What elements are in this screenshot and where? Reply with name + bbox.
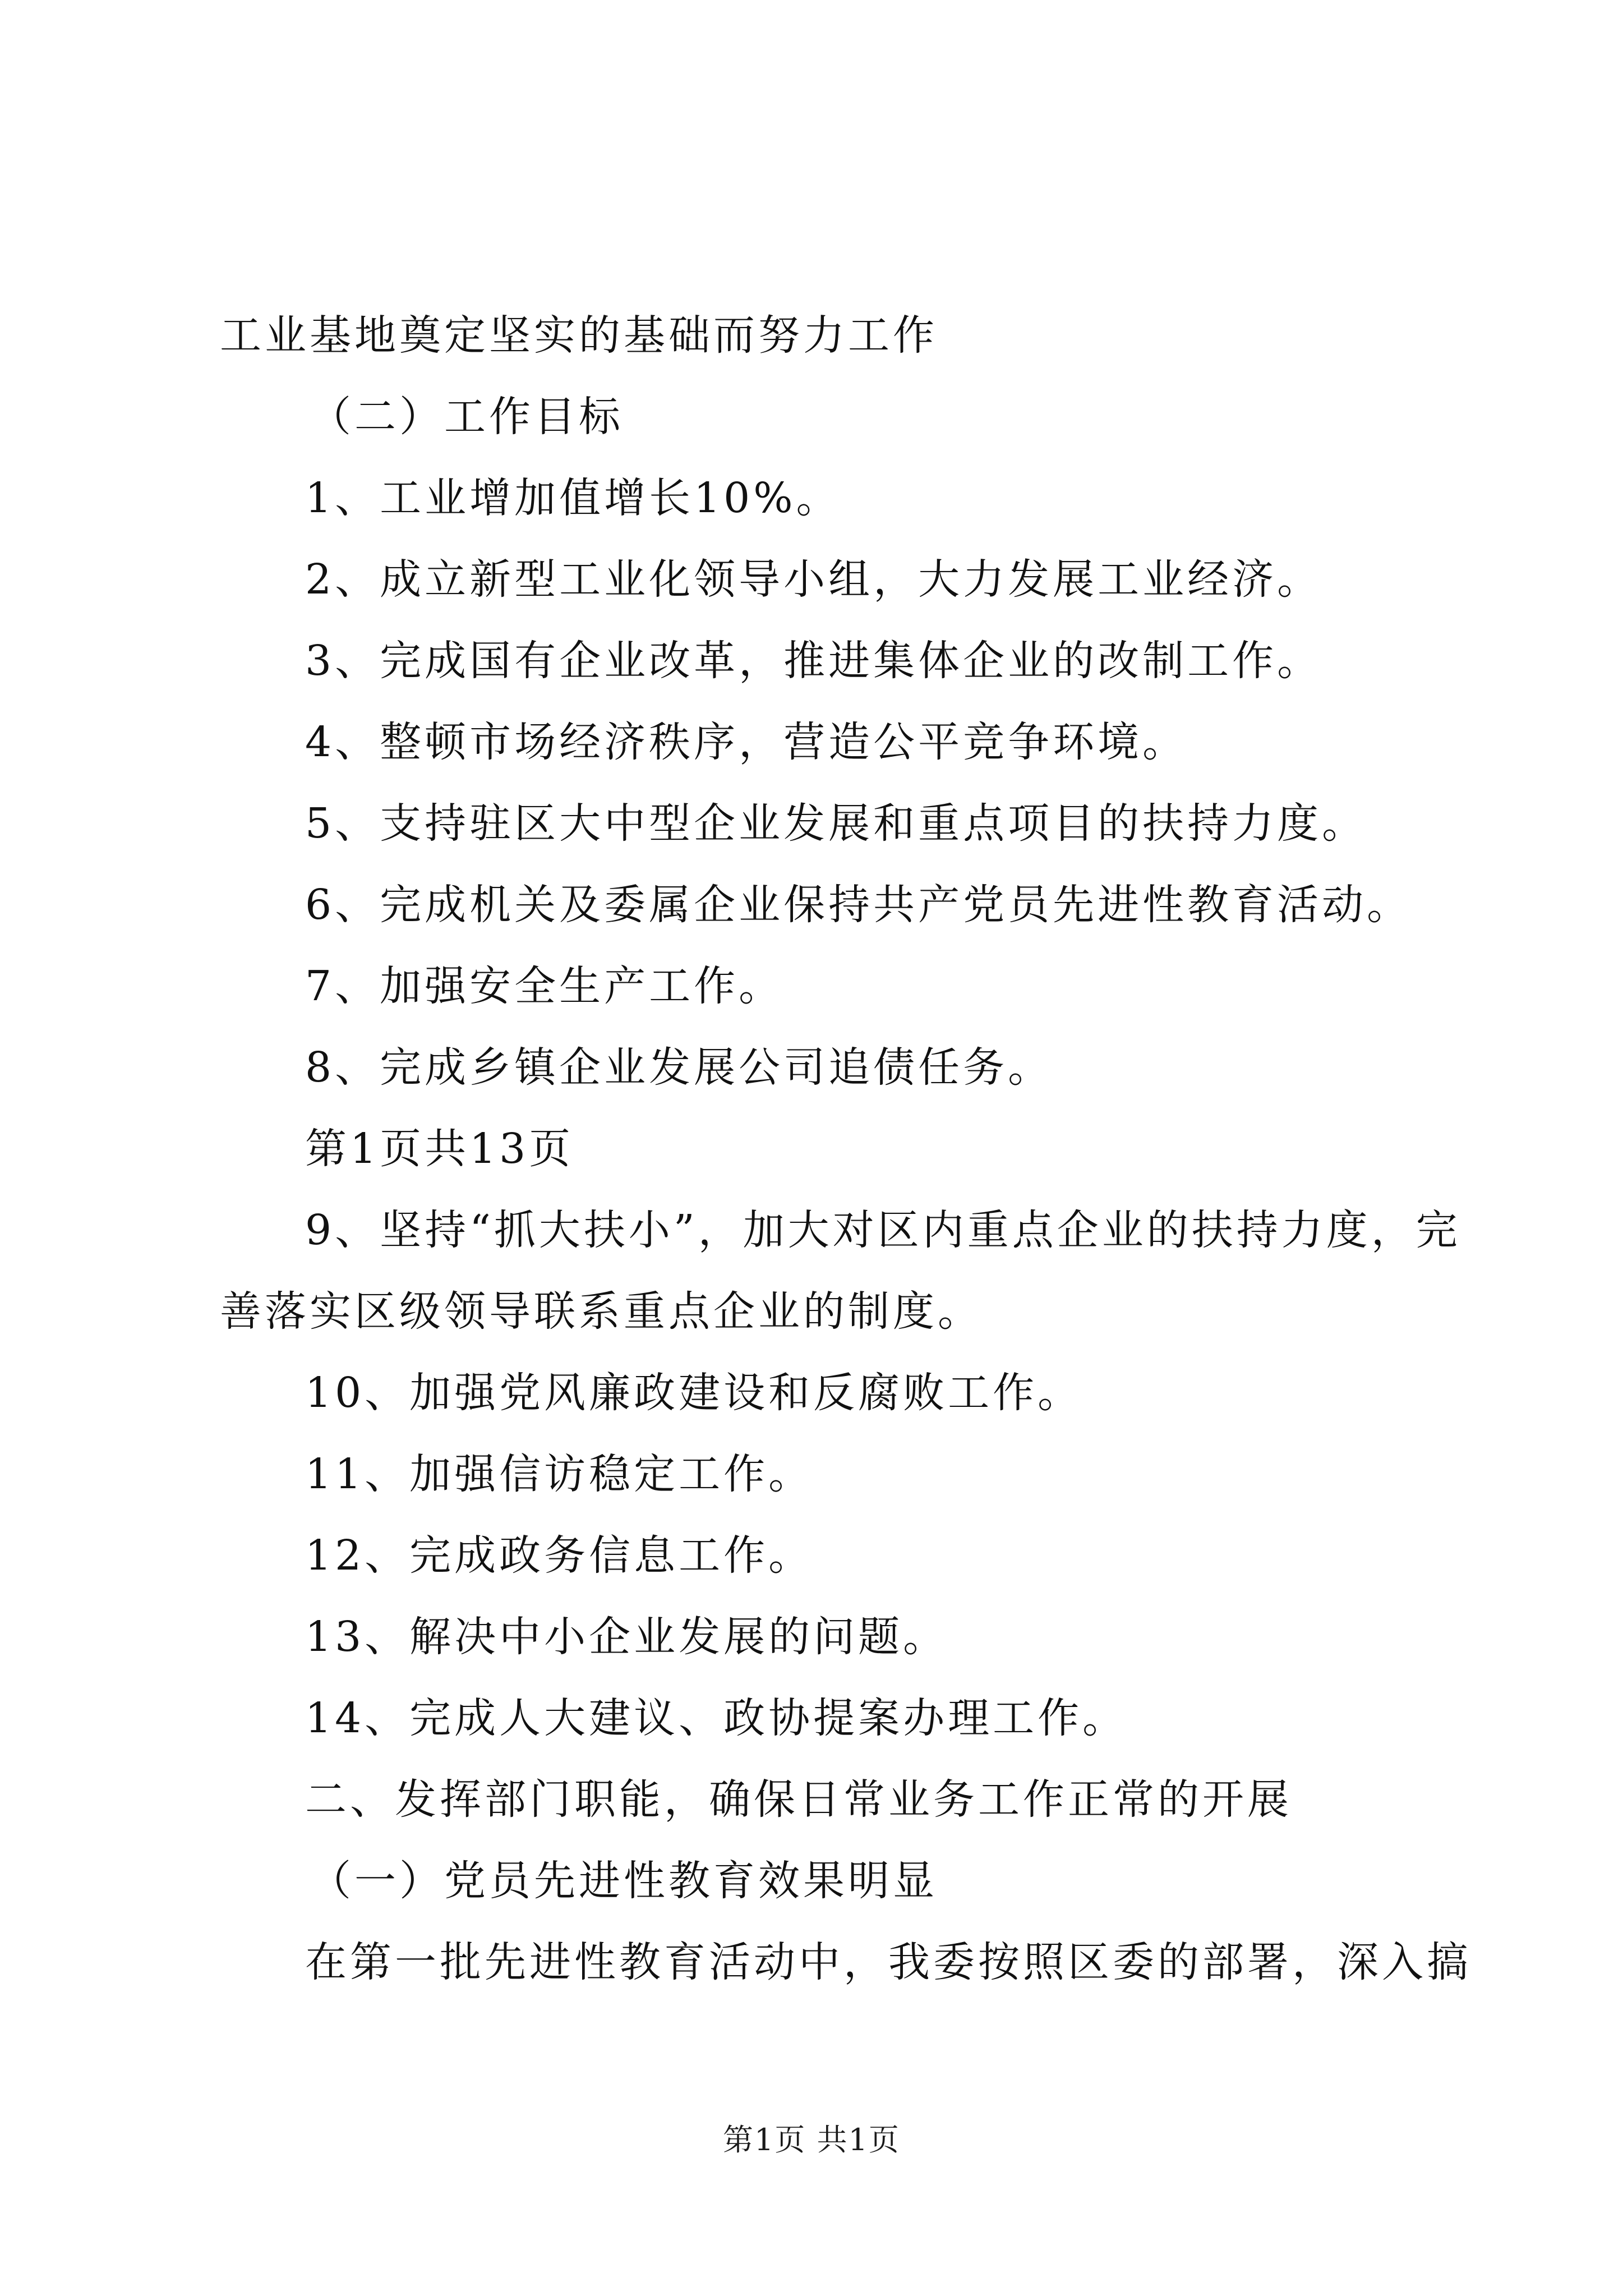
text-line-1: 工业基地奠定坚实的基础而努力工作: [220, 311, 938, 360]
list-item-14: 14、完成人大建议、政协提案办理工作。: [305, 1694, 1128, 1742]
page-footer: 第1页 共1页: [723, 2122, 900, 2157]
list-item-10: 10、加强党风廉政建设和反腐败工作。: [305, 1369, 1083, 1417]
inline-page-marker: 第1页共13页: [305, 1125, 574, 1173]
list-item-9-continuation: 善落实区级领导联系重点企业的制度。: [220, 1287, 983, 1336]
list-item-6: 6、完成机关及委属企业保持共产党员先进性教育活动。: [305, 881, 1412, 929]
list-item-13: 13、解决中小企业发展的问题。: [305, 1613, 948, 1661]
list-item-8: 8、完成乡镇企业发展公司追债任务。: [305, 1043, 1053, 1092]
list-item-9: 9、坚持“抓大扶小”，加大对区内重点企业的扶持力度，完: [305, 1206, 1461, 1254]
list-item-2: 2、成立新型工业化领导小组，大力发展工业经济。: [305, 555, 1322, 604]
list-item-12: 12、完成政务信息工作。: [305, 1531, 814, 1580]
list-item-4: 4、整顿市场经济秩序，营造公平竞争环境。: [305, 718, 1188, 766]
list-item-11: 11、加强信访稳定工作。: [305, 1450, 814, 1498]
section-heading-department-functions: 二、发挥部门职能，确保日常业务工作正常的开展: [305, 1775, 1292, 1824]
section-heading-work-goals: （二）工作目标: [310, 393, 624, 441]
list-item-7: 7、加强安全生产工作。: [305, 962, 784, 1010]
list-item-1: 1、工业增加值增长10%。: [305, 474, 841, 522]
paragraph-text: 在第一批先进性教育活动中，我委按照区委的部署，深入搞: [305, 1938, 1472, 1986]
subsection-heading-education: （一）党员先进性教育效果明显: [310, 1857, 938, 1905]
list-item-3: 3、完成国有企业改革，推进集体企业的改制工作。: [305, 637, 1322, 685]
list-item-5: 5、支持驻区大中型企业发展和重点项目的扶持力度。: [305, 799, 1367, 848]
